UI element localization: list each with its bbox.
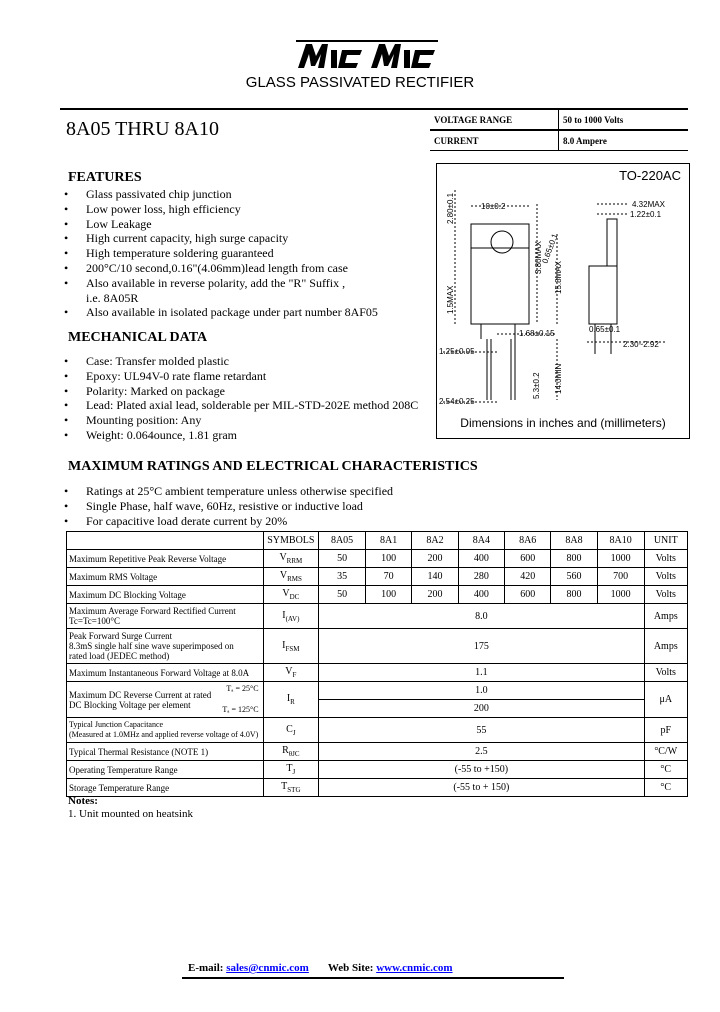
dim-label: 5.3±0.2 xyxy=(532,372,541,399)
website-label: Web Site: xyxy=(327,962,374,974)
param-cell: Maximum DC Blocking Voltage xyxy=(67,586,264,604)
value-cell: (-55 to + 150) xyxy=(319,779,644,797)
symbol-cell: $C_J$ xyxy=(263,718,319,743)
value-cell: (-55 to +150) xyxy=(319,761,644,779)
website-link[interactable]: www.cnmic.com xyxy=(376,962,453,974)
symbol-cell: $V_{RRM}$ xyxy=(263,550,319,568)
features-heading: FEATURES xyxy=(68,170,142,185)
spec-value: 8.0 Ampere xyxy=(559,130,689,151)
list-item: • Low power loss, high efficiency xyxy=(64,201,241,216)
table-row xyxy=(67,743,688,761)
spec-summary-table xyxy=(430,108,688,151)
list-item: • Ratings at 25°C ambient temperature unless otherwise specified xyxy=(64,484,394,498)
list-item: • 200°C/10 second,0.16"(4.06mm)lead length from case xyxy=(64,260,348,275)
dim-label: 2.54±0.25 xyxy=(439,397,475,404)
table-header-cell: 8A6 xyxy=(505,532,551,550)
mechanical-heading: MECHANICAL DATA xyxy=(68,330,208,345)
symbol-cell: $V_{RMS}$ xyxy=(263,568,319,586)
value-cell: 600 xyxy=(505,550,551,568)
table-row xyxy=(67,779,688,797)
value-cell: 100 xyxy=(365,586,411,604)
table-row xyxy=(67,586,688,604)
package-caption: Dimensions in inches and (millimeters) xyxy=(460,416,666,430)
unit-cell: μA xyxy=(644,682,687,718)
footer-contact xyxy=(188,962,453,974)
value-cell: 560 xyxy=(551,568,597,586)
value-cell: 700 xyxy=(597,568,644,586)
symbol-cell: $I_{(AV)}$ xyxy=(263,604,319,629)
param-cell: Maximum DC Reverse Current at rated DC Blocking Voltage per element Tₐ = 25°C Tₐ = 125°C xyxy=(67,682,264,718)
header-rule xyxy=(60,108,435,110)
list-item: • Also available in reverse polarity, add the "R" Suffix , xyxy=(64,275,346,290)
unit-cell: Volts xyxy=(644,586,687,604)
note-item: 1. Unit mounted on heatsink xyxy=(68,808,193,820)
value-cell: 600 xyxy=(505,586,551,604)
value-cell: 8.0 xyxy=(319,604,644,629)
list-item: • Lead: Plated axial lead, solderable per MIL-STD-202E method 208C xyxy=(64,398,419,413)
list-item: • High current capacity, high surge capacity xyxy=(64,231,289,246)
symbol-cell: $V_F$ xyxy=(263,664,319,682)
param-cell: Storage Temperature Range xyxy=(67,779,264,797)
list-item: • Case: Transfer molded plastic xyxy=(64,354,229,368)
unit-cell: Amps xyxy=(644,629,687,664)
value-cell: 175 xyxy=(319,629,644,664)
list-item: • High temperature soldering guaranteed xyxy=(64,246,274,261)
list-item: i.e. 8A05R xyxy=(86,290,139,305)
value-cell: 200 xyxy=(412,586,458,604)
table-header-cell: 8A8 xyxy=(551,532,597,550)
table-row xyxy=(67,629,688,664)
document-subtitle: GLASS PASSIVATED RECTIFIER xyxy=(245,74,475,91)
value-cell: 420 xyxy=(505,568,551,586)
table-row xyxy=(67,682,688,700)
value-cell: 400 xyxy=(458,586,504,604)
param-cell: Maximum Repetitive Peak Reverse Voltage xyxy=(67,550,264,568)
table-row xyxy=(67,550,688,568)
value-cell: 800 xyxy=(551,586,597,604)
email-label: E-mail: xyxy=(188,962,224,974)
value-cell: 50 xyxy=(319,550,366,568)
package-outline-diagram xyxy=(437,164,689,404)
table-row xyxy=(67,718,688,743)
list-item: • Also available in isolated package under part number 8AF05 xyxy=(64,305,378,320)
dim-label: 2.30~2.92 xyxy=(623,340,659,349)
unit-cell: °C/W xyxy=(644,743,687,761)
table-header-cell: 8A05 xyxy=(319,532,366,550)
dim-label: 1.25±0.05 xyxy=(439,347,475,356)
param-cell: Maximum RMS Voltage xyxy=(67,568,264,586)
dim-label: 14.0MIN xyxy=(554,363,563,394)
value-cell: 1.1 xyxy=(319,664,644,682)
spec-row-voltage xyxy=(430,109,688,130)
unit-cell: Amps xyxy=(644,604,687,629)
dim-label: 2.80±0.1 xyxy=(446,192,455,224)
value-cell: 50 xyxy=(319,586,366,604)
list-item: • Polarity: Marked on package xyxy=(64,383,225,398)
table-header-cell: UNIT xyxy=(644,532,687,550)
param-cell: Peak Forward Surge Current 8.3mS single half sine wave superimposed on rated load (JEDEC method) xyxy=(67,629,264,664)
notes-section xyxy=(68,795,193,821)
value-cell: 200 xyxy=(412,550,458,568)
symbol-cell: $I_{FSM}$ xyxy=(263,629,319,664)
list-item: • Glass passivated chip junction xyxy=(64,187,232,201)
footer-rule xyxy=(182,977,564,979)
unit-cell: pF xyxy=(644,718,687,743)
value-cell: 55 xyxy=(319,718,644,743)
table-header-cell: 8A1 xyxy=(365,532,411,550)
table-row xyxy=(67,568,688,586)
table-row xyxy=(67,761,688,779)
unit-cell: °C xyxy=(644,779,687,797)
table-header-row xyxy=(67,532,688,550)
dim-label: 4.32MAX xyxy=(632,200,665,209)
table-row xyxy=(67,664,688,682)
value-cell: 100 xyxy=(365,550,411,568)
features-list xyxy=(64,187,378,320)
dim-label: 1.5MAX xyxy=(446,285,455,314)
param-cell: Operating Temperature Range xyxy=(67,761,264,779)
value-cell: 200 xyxy=(319,700,644,718)
table-header-cell: 8A10 xyxy=(597,532,644,550)
spec-row-current xyxy=(430,130,688,151)
symbol-cell: $T_{STG}$ xyxy=(263,779,319,797)
list-item: • Epoxy: UL94V-0 rate flame retardant xyxy=(64,368,267,383)
value-cell: 400 xyxy=(458,550,504,568)
list-item: • Weight: 0.064ounce, 1.81 gram xyxy=(64,427,238,442)
value-cell: 1000 xyxy=(597,550,644,568)
ratings-heading: MAXIMUM RATINGS AND ELECTRICAL CHARACTERISTICS xyxy=(68,459,478,474)
mechanical-list xyxy=(64,354,418,443)
symbol-cell: $T_J$ xyxy=(263,761,319,779)
table-header-cell xyxy=(67,532,264,550)
table-header-cell: 8A2 xyxy=(412,532,458,550)
value-cell: 280 xyxy=(458,568,504,586)
package-name: TO-220AC xyxy=(619,168,681,183)
table-row xyxy=(67,604,688,629)
unit-cell: Volts xyxy=(644,550,687,568)
value-cell: 2.5 xyxy=(319,743,644,761)
notes-title: Notes: xyxy=(68,795,98,807)
symbol-cell: $R_{\theta JC}$ xyxy=(263,743,319,761)
dim-label: 0.65±0.1 xyxy=(589,325,621,334)
package-drawing xyxy=(436,163,690,439)
ratings-table xyxy=(66,531,688,797)
value-cell: 1.0 xyxy=(319,682,644,700)
value-cell: 800 xyxy=(551,550,597,568)
dim-label: 10±0.2 xyxy=(481,202,506,211)
unit-cell: Volts xyxy=(644,568,687,586)
value-cell: 70 xyxy=(365,568,411,586)
value-cell: 35 xyxy=(319,568,366,586)
spec-value: 50 to 1000 Volts xyxy=(559,109,689,130)
unit-cell: Volts xyxy=(644,664,687,682)
table-header-cell: 8A4 xyxy=(458,532,504,550)
brand-logo xyxy=(296,40,438,70)
dim-label: 0.65±0.1 xyxy=(540,232,560,265)
spec-label: VOLTAGE RANGE xyxy=(430,109,559,130)
param-cell: Typical Junction Capacitance (Measured at 1.0MHz and applied reverse voltage of 4.0V) xyxy=(67,718,264,743)
dim-label: 3.80MAX xyxy=(534,241,543,274)
symbol-cell: $V_{DC}$ xyxy=(263,586,319,604)
value-cell: 1000 xyxy=(597,586,644,604)
list-item: • Mounting position: Any xyxy=(64,413,202,428)
spec-label: CURRENT xyxy=(430,130,559,151)
list-item: • For capacitive load derate current by 20% xyxy=(64,513,288,528)
dim-label: 1.68±0.15 xyxy=(519,329,555,338)
part-number-title: 8A05 THRU 8A10 xyxy=(66,118,219,140)
list-item: • Low Leakage xyxy=(64,216,152,231)
symbol-cell: $I_R$ xyxy=(263,682,319,718)
dim-label: 1.22±0.1 xyxy=(630,210,662,219)
param-cell: Typical Thermal Resistance (NOTE 1) xyxy=(67,743,264,761)
dim-label: 15.8MAX xyxy=(554,261,563,294)
param-cell: Maximum Instantaneous Forward Voltage at 8.0A xyxy=(67,664,264,682)
email-link[interactable]: sales@cnmic.com xyxy=(226,962,309,974)
unit-cell: °C xyxy=(644,761,687,779)
conditions-list xyxy=(64,484,393,528)
table-header-cell: SYMBOLS xyxy=(263,532,319,550)
value-cell: 140 xyxy=(412,568,458,586)
list-item: • Single Phase, half wave, 60Hz, resistive or inductive load xyxy=(64,498,363,513)
param-cell: Maximum Average Forward Rectified Current Tc=Tc=100°C xyxy=(67,604,264,629)
